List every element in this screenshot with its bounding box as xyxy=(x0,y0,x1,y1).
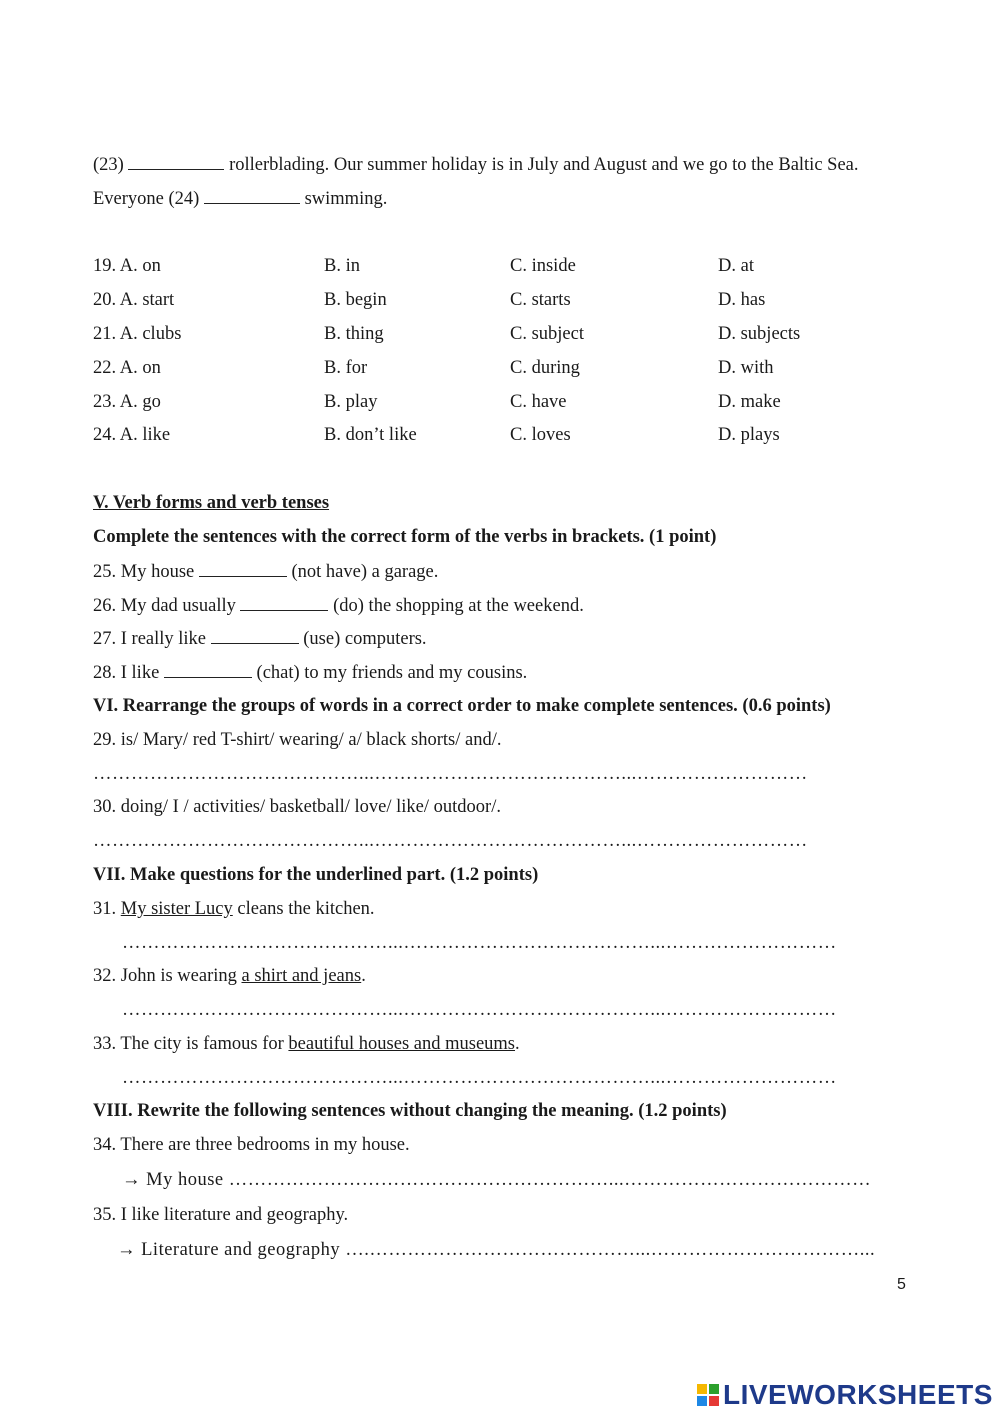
mc-option[interactable]: C. subject xyxy=(510,324,584,344)
mc-option[interactable]: B. play xyxy=(324,392,378,412)
question-33 xyxy=(93,1033,520,1055)
question-31-rest: cleans the kitchen. xyxy=(232,899,375,919)
question-31 xyxy=(93,898,375,920)
question-33-pre: 33. The city is famous for xyxy=(93,1034,289,1054)
page-number: 5 xyxy=(897,1276,906,1293)
question-30: 30. doing/ I / activities/ basketball/ love/ like/ outdoor/. xyxy=(93,797,501,817)
section-8-title: VIII. Rewrite the following sentences without changing the meaning. (1.2 points) xyxy=(93,1101,727,1121)
question-28 xyxy=(93,661,527,684)
question-28-text-a: 28. I like xyxy=(93,663,160,683)
question-33-end: . xyxy=(515,1034,520,1054)
liveworksheets-logo xyxy=(697,1380,993,1410)
underlined-part: a shirt and jeans xyxy=(241,966,362,986)
answer-line-33[interactable]: ……………………………………...…………………………………...……………………… xyxy=(122,1068,837,1088)
question-25-text-a: 25. My house xyxy=(93,562,195,582)
answer-line-31[interactable]: ……………………………………...…………………………………...……………………… xyxy=(122,933,837,953)
mc-option[interactable]: B. begin xyxy=(324,290,387,310)
question-25 xyxy=(93,560,438,583)
blank-24[interactable] xyxy=(204,187,300,204)
passage-blank-label-24: Everyone (24) xyxy=(93,189,200,209)
question-32-pre: 32. John is wearing xyxy=(93,966,242,986)
mc-option[interactable]: C. inside xyxy=(510,256,576,276)
blank-27[interactable] xyxy=(211,627,299,644)
passage-text-2: swimming. xyxy=(304,189,388,209)
mc-option[interactable]: 20. A. start xyxy=(93,290,175,310)
mc-option[interactable]: C. have xyxy=(510,392,567,412)
passage-line-2 xyxy=(93,187,387,210)
question-27-text-b: (use) computers. xyxy=(303,629,427,649)
answer-line-30[interactable]: ……………………………………...…………………………………...……………………… xyxy=(93,831,808,851)
answer-line-34[interactable]: → My house ……………………………………………………...………………………………… xyxy=(122,1170,872,1190)
mc-option[interactable]: D. make xyxy=(718,392,781,412)
section-7-title: VII. Make questions for the underlined part. (1.2 points) xyxy=(93,865,539,885)
question-27-text-a: 27. I really like xyxy=(93,629,207,649)
underlined-part: My sister Lucy xyxy=(120,899,233,919)
mc-option[interactable]: B. thing xyxy=(324,324,384,344)
question-29: 29. is/ Mary/ red T-shirt/ wearing/ a/ black shorts/ and/. xyxy=(93,730,502,750)
answer-line-29[interactable]: ……………………………………...…………………………………...……………………… xyxy=(93,764,808,784)
question-26-text-a: 26. My dad usually xyxy=(93,596,236,616)
mc-option[interactable]: 19. A. on xyxy=(93,256,161,276)
mc-option[interactable]: 23. A. go xyxy=(93,392,161,412)
question-26-text-b: (do) the shopping at the weekend. xyxy=(333,596,584,616)
section-5-instruction: Complete the sentences with the correct form of the verbs in brackets. (1 point) xyxy=(93,527,717,547)
question-34: 34. There are three bedrooms in my house. xyxy=(93,1135,410,1155)
question-32-end: . xyxy=(361,966,366,986)
section-6-title: VI. Rearrange the groups of words in a correct order to make complete sentences. (0.6 points) xyxy=(93,696,831,716)
passage-blank-label-23: (23) xyxy=(93,155,124,175)
mc-option[interactable]: 21. A. clubs xyxy=(93,324,182,344)
blank-28[interactable] xyxy=(164,661,252,678)
blank-25[interactable] xyxy=(199,560,287,577)
passage-line-1 xyxy=(93,153,859,176)
mc-option[interactable]: C. starts xyxy=(510,290,571,310)
question-26 xyxy=(93,594,584,617)
question-28-text-b: (chat) to my friends and my cousins. xyxy=(256,663,528,683)
question-35: 35. I like literature and geography. xyxy=(93,1205,349,1225)
mc-option[interactable]: D. plays xyxy=(718,425,780,445)
logo-text: LIVEWORKSHEETS xyxy=(723,1379,993,1410)
question-32 xyxy=(93,965,366,987)
mc-option[interactable]: 22. A. on xyxy=(93,358,161,378)
mc-option[interactable]: B. don’t like xyxy=(324,425,417,445)
mc-option[interactable]: D. has xyxy=(718,290,766,310)
mc-option[interactable]: B. in xyxy=(324,256,360,276)
passage-text-1: rollerblading. Our summer holiday is in July and August and we go to the Baltic Sea. xyxy=(229,155,859,175)
question-25-text-b: (not have) a garage. xyxy=(291,562,439,582)
blank-26[interactable] xyxy=(240,594,328,611)
mc-option[interactable]: 24. A. like xyxy=(93,425,171,445)
mc-option[interactable]: C. during xyxy=(510,358,580,378)
answer-line-35[interactable]: → Literature and geography ….……………………………………...……………………………... xyxy=(117,1240,876,1260)
mc-option[interactable]: D. subjects xyxy=(718,324,801,344)
section-5-title: V. Verb forms and verb tenses xyxy=(93,493,330,513)
question-31-number: 31. xyxy=(93,899,121,919)
mc-option[interactable]: D. with xyxy=(718,358,774,378)
answer-line-32[interactable]: ……………………………………...…………………………………...……………………… xyxy=(122,1000,837,1020)
mc-option[interactable]: C. loves xyxy=(510,425,571,445)
mc-option[interactable]: D. at xyxy=(718,256,754,276)
question-27 xyxy=(93,627,427,650)
logo-grid-icon xyxy=(697,1384,719,1406)
blank-23[interactable] xyxy=(128,153,224,170)
mc-option[interactable]: B. for xyxy=(324,358,368,378)
underlined-part: beautiful houses and museums xyxy=(288,1034,516,1054)
